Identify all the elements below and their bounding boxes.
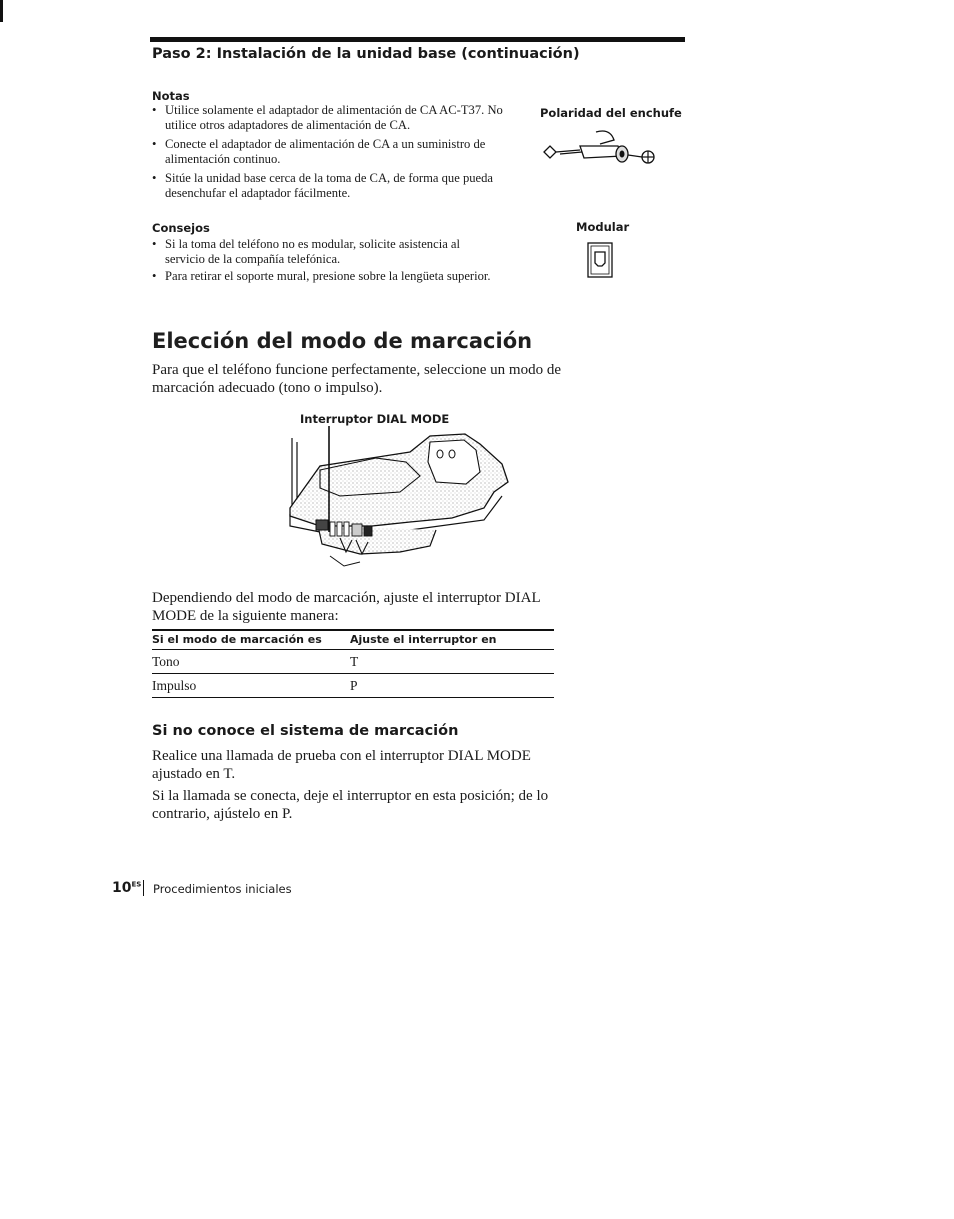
table-cell-setting: P	[350, 674, 554, 698]
base-unit-illustration	[280, 426, 515, 571]
footer-separator	[143, 880, 144, 896]
notas-heading: Notas	[152, 89, 190, 103]
unknown-system-p1: Realice una llamada de prueba con el interruptor DIAL MODE ajustado en T.	[152, 748, 531, 782]
notas-list	[152, 103, 507, 201]
page-number-suffix: ES	[131, 880, 142, 889]
dial-mode-table	[152, 629, 554, 698]
list-item: • Para retirar el soporte mural, presione sobre la lengüeta superior.	[152, 269, 492, 284]
header-rule	[150, 37, 685, 42]
table-row	[152, 674, 554, 698]
modular-jack-icon	[587, 242, 613, 278]
footer-section: Procedimientos iniciales	[153, 882, 292, 896]
list-item: • Sitúe la unidad base cerca de la toma de CA, de forma que pueda desenchufar el adaptador fácilmente.	[152, 171, 507, 201]
page-number-value: 10	[112, 880, 132, 896]
consejos-heading: Consejos	[152, 221, 210, 235]
table-cell-mode: Tono	[152, 650, 350, 674]
unknown-system-p2: Si la llamada se conecta, deje el interruptor en esta posición; de lo contrario, ajústelo en P.	[152, 788, 549, 822]
dial-mode-title: Elección del modo de marcación	[152, 329, 533, 353]
plug-polarity-icon	[540, 126, 665, 174]
list-item: • Utilice solamente el adaptador de alimentación de CA AC-T37. No utilice otros adaptadores de alimentación de CA.	[152, 103, 507, 133]
table-cell-setting: T	[350, 650, 554, 674]
table-header: Si el modo de marcación es	[152, 630, 350, 650]
dial-mode-instruction: Dependiendo del modo de marcación, ajuste el interruptor DIAL MODE de la siguiente manera:	[152, 590, 541, 624]
dial-switch-label: Interruptor DIAL MODE	[300, 412, 450, 426]
dial-mode-intro: Para que el teléfono funcione perfectamente, seleccione un modo de marcación adecuado (tono o impulso).	[152, 362, 561, 396]
modular-label: Modular	[576, 220, 630, 234]
table-header: Ajuste el interruptor en	[350, 630, 554, 650]
section-title: Paso 2: Instalación de la unidad base (continuación)	[152, 46, 580, 62]
list-item: • Conecte el adaptador de alimentación de CA a un suministro de alimentación continuo.	[152, 137, 507, 167]
table-cell-mode: Impulso	[152, 674, 350, 698]
consejos-list	[152, 237, 492, 284]
page-number	[112, 880, 141, 896]
table-row	[152, 650, 554, 674]
page-edge-mark	[0, 0, 3, 22]
list-item: • Si la toma del teléfono no es modular, solicite asistencia al servicio de la compañía telefónica.	[152, 237, 492, 267]
unknown-system-title: Si no conoce el sistema de marcación	[152, 723, 459, 739]
polarity-label: Polaridad del enchufe	[540, 106, 682, 120]
